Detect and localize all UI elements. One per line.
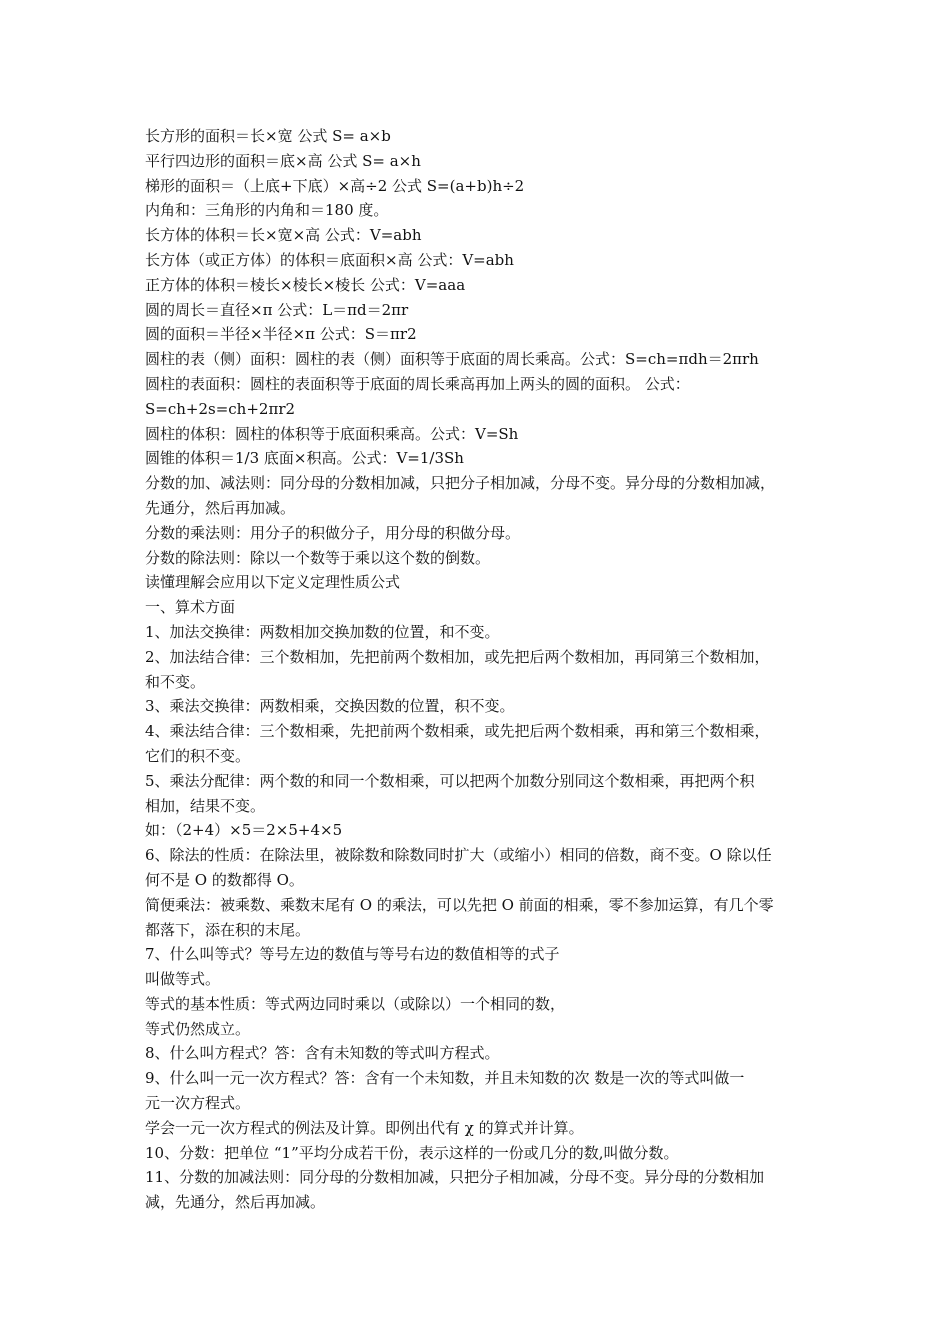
text-line: 长方体（或正方体）的体积＝底面积×高 公式：V=abh bbox=[145, 250, 514, 269]
text-line: 都落下，添在积的末尾。 bbox=[145, 920, 311, 939]
text-line: 圆柱的表（侧）面积：圆柱的表（侧）面积等于底面的周长乘高。公式：S=ch=πdh＝2πrh bbox=[145, 350, 759, 369]
text-line: 平行四边形的面积＝底×高 公式 S= a×h bbox=[145, 151, 421, 170]
text-line: 学会一元一次方程式的例法及计算。即例出代有 χ 的算式并计算。 bbox=[145, 1118, 584, 1137]
text-line: 读懂理解会应用以下定义定理性质公式 bbox=[145, 573, 401, 592]
text-line: 7、什么叫等式？等号左边的数值与等号右边的数值相等的式子 bbox=[145, 945, 560, 964]
text-line: 11、分数的加减法则：同分母的分数相加减，只把分子相加减，分母不变。异分母的分数相加 bbox=[145, 1168, 765, 1187]
text-line: 分数的除法则：除以一个数等于乘以这个数的倒数。 bbox=[145, 548, 491, 567]
text-line: 圆锥的体积＝1/3 底面×积高。公式：V=1/3Sh bbox=[145, 449, 464, 468]
text-line: S=ch+2s=ch+2πr2 bbox=[145, 399, 296, 418]
text-line: 正方体的体积＝棱长×棱长×棱长 公式：V=aaa bbox=[145, 275, 466, 294]
text-line: 先通分，然后再加减。 bbox=[145, 498, 296, 517]
text-line: 它们的积不变。 bbox=[145, 746, 251, 765]
text-line: 如：（2+4）×5＝2×5+4×5 bbox=[145, 821, 343, 840]
text-line: 长方体的体积＝长×宽×高 公式：V=abh bbox=[145, 226, 422, 245]
text-line: 8、什么叫方程式？答：含有未知数的等式叫方程式。 bbox=[145, 1044, 500, 1063]
text-line: 5、乘法分配律：两个数的和同一个数相乘，可以把两个加数分别同这个数相乘，再把两个积 bbox=[145, 771, 755, 790]
document-body bbox=[145, 124, 810, 1215]
text-line: 等式仍然成立。 bbox=[145, 1019, 251, 1038]
text-line: 叫做等式。 bbox=[145, 970, 221, 989]
text-line: 10、分数：把单位 “1”平均分成若干份，表示这样的一份或几分的数,叫做分数。 bbox=[145, 1143, 679, 1162]
text-line: 元一次方程式。 bbox=[145, 1094, 251, 1113]
text-line: 圆的面积＝半径×半径×π 公式：S＝πr2 bbox=[145, 325, 417, 344]
text-line: 9、什么叫一元一次方程式？答：含有一个未知数，并且未知数的次 数是一次的等式叫做一 bbox=[145, 1069, 745, 1088]
text-line: 圆柱的表面积：圆柱的表面积等于底面的周长乘高再加上两头的圆的面积。 公式： bbox=[145, 374, 690, 393]
text-line: 1、加法交换律：两数相加交换加数的位置，和不变。 bbox=[145, 622, 500, 641]
text-line: 4、乘法结合律：三个数相乘，先把前两个数相乘，或先把后两个数相乘，再和第三个数相乘， bbox=[145, 722, 770, 741]
text-line: 3、乘法交换律：两数相乘，交换因数的位置，积不变。 bbox=[145, 697, 515, 716]
text-line: 减，先通分，然后再加减。 bbox=[145, 1193, 326, 1212]
text-line: 长方形的面积＝长×宽 公式 S= a×b bbox=[145, 127, 391, 145]
text-line: 内角和：三角形的内角和＝180 度。 bbox=[145, 201, 389, 220]
text-line: 圆的周长＝直径×π 公式：L＝πd＝2πr bbox=[145, 300, 409, 319]
text-line: 圆柱的体积：圆柱的体积等于底面积乘高。公式：V=Sh bbox=[145, 424, 519, 443]
text-line: 分数的乘法则：用分子的积做分子，用分母的积做分母。 bbox=[145, 523, 521, 542]
text-line: 分数的加、减法则：同分母的分数相加减，只把分子相加减，分母不变。异分母的分数相加减， bbox=[145, 474, 776, 493]
text-line: 相加，结果不变。 bbox=[145, 796, 266, 815]
text-line: 简便乘法：被乘数、乘数末尾有 O 的乘法，可以先把 O 前面的相乘，零不参加运算，有几个零 bbox=[145, 895, 774, 914]
text-line: 2、加法结合律：三个数相加，先把前两个数相加，或先把后两个数相加，再同第三个数相加， bbox=[145, 647, 770, 666]
text-line: 梯形的面积＝（上底+下底）×高÷2 公式 S=(a+b)h÷2 bbox=[145, 176, 525, 195]
text-line: 和不变。 bbox=[145, 672, 206, 691]
text-line: 6、除法的性质：在除法里，被除数和除数同时扩大（或缩小）相同的倍数，商不变。O 除以任 bbox=[145, 846, 772, 865]
text-line: 一、算术方面 bbox=[145, 598, 236, 617]
text-line: 等式的基本性质：等式两边同时乘以（或除以）一个相同的数， bbox=[145, 994, 566, 1013]
text-line: 何不是 O 的数都得 O。 bbox=[145, 870, 304, 889]
